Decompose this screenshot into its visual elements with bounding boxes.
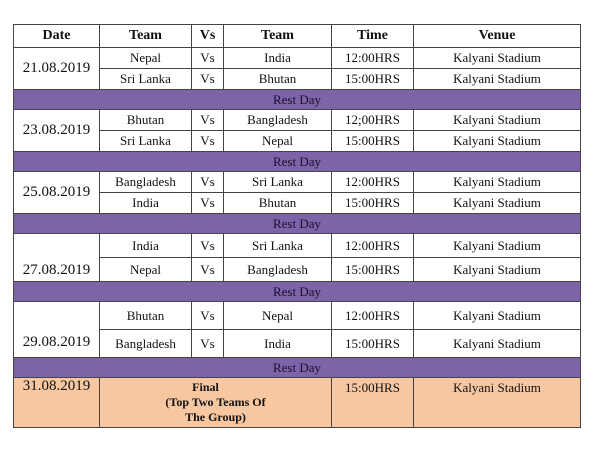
schedule-table [13, 24, 581, 428]
venue-cell: Kalyani Stadium [414, 302, 581, 330]
rest-day-label: Rest Day [14, 152, 581, 172]
team2-cell: Sri Lanka [224, 234, 332, 258]
rest-day-row [14, 152, 581, 172]
venue-cell: Kalyani Stadium [414, 193, 581, 214]
team2-cell: India [224, 330, 332, 358]
match-row [14, 302, 581, 330]
vs-cell: Vs [192, 48, 224, 69]
rest-day-row [14, 214, 581, 234]
team1-cell: India [100, 193, 192, 214]
team2-cell: Nepal [224, 302, 332, 330]
venue-cell: Kalyani Stadium [414, 258, 581, 282]
match-row [14, 193, 581, 214]
match-row [14, 69, 581, 90]
team2-cell: Bhutan [224, 69, 332, 90]
rest-day-label: Rest Day [14, 282, 581, 302]
match-row [14, 131, 581, 152]
team1-cell: Bhutan [100, 302, 192, 330]
team1-cell: Nepal [100, 258, 192, 282]
venue-cell: Kalyani Stadium [414, 131, 581, 152]
venue-cell: Kalyani Stadium [414, 330, 581, 358]
venue-cell: Kalyani Stadium [414, 69, 581, 90]
vs-cell: Vs [192, 131, 224, 152]
rest-day-row [14, 282, 581, 302]
team2-cell: Nepal [224, 131, 332, 152]
match-row [14, 172, 581, 193]
time-cell: 15:00HRS [332, 131, 414, 152]
vs-cell: Vs [192, 258, 224, 282]
time-cell: 12:00HRS [332, 48, 414, 69]
team2-cell: India [224, 48, 332, 69]
time-cell: 15:00HRS [332, 258, 414, 282]
schedule-container [13, 24, 581, 428]
header-team1: Team [100, 25, 192, 48]
time-cell: 12:00HRS [332, 302, 414, 330]
vs-cell: Vs [192, 234, 224, 258]
venue-cell: Kalyani Stadium [414, 172, 581, 193]
final-title: Final [192, 380, 219, 394]
venue-cell: Kalyani Stadium [414, 48, 581, 69]
match-date: 23.08.2019 [14, 110, 100, 152]
venue-cell: Kalyani Stadium [414, 110, 581, 131]
team1-cell: Sri Lanka [100, 69, 192, 90]
rest-day-label: Rest Day [14, 214, 581, 234]
final-date: 31.08.2019 [14, 378, 100, 428]
match-date: 25.08.2019 [14, 172, 100, 214]
team1-cell: Nepal [100, 48, 192, 69]
time-cell: 15:00HRS [332, 193, 414, 214]
vs-cell: Vs [192, 172, 224, 193]
match-row [14, 48, 581, 69]
match-row [14, 110, 581, 131]
team1-cell: Bhutan [100, 110, 192, 131]
match-date: 21.08.2019 [14, 48, 100, 90]
header-team2: Team [224, 25, 332, 48]
final-subtitle-line2: The Group) [185, 410, 246, 424]
time-cell: 15:00HRS [332, 330, 414, 358]
vs-cell: Vs [192, 330, 224, 358]
rest-day-label: Rest Day [14, 358, 581, 378]
header-venue: Venue [414, 25, 581, 48]
rest-day-label: Rest Day [14, 90, 581, 110]
match-row [14, 330, 581, 358]
team1-cell: Bangladesh [100, 330, 192, 358]
time-cell: 12:00HRS [332, 172, 414, 193]
vs-cell: Vs [192, 69, 224, 90]
final-venue: Kalyani Stadium [414, 378, 581, 428]
match-date: 29.08.2019 [14, 302, 100, 358]
vs-cell: Vs [192, 193, 224, 214]
team1-cell: Bangladesh [100, 172, 192, 193]
header-row [14, 25, 581, 48]
team1-cell: Sri Lanka [100, 131, 192, 152]
final-label [100, 378, 332, 428]
vs-cell: Vs [192, 110, 224, 131]
match-row [14, 234, 581, 258]
rest-day-row [14, 90, 581, 110]
header-time: Time [332, 25, 414, 48]
venue-cell: Kalyani Stadium [414, 234, 581, 258]
final-subtitle-line1: (Top Two Teams Of [165, 395, 266, 409]
time-cell: 12:00HRS [332, 234, 414, 258]
vs-cell: Vs [192, 302, 224, 330]
time-cell: 15:00HRS [332, 69, 414, 90]
team2-cell: Bhutan [224, 193, 332, 214]
time-cell: 12;00HRS [332, 110, 414, 131]
match-date: 27.08.2019 [14, 234, 100, 282]
team2-cell: Sri Lanka [224, 172, 332, 193]
team1-cell: India [100, 234, 192, 258]
rest-day-row [14, 358, 581, 378]
match-row [14, 258, 581, 282]
final-time: 15:00HRS [332, 378, 414, 428]
header-date: Date [14, 25, 100, 48]
final-row [14, 378, 581, 428]
header-vs: Vs [192, 25, 224, 48]
team2-cell: Bangladesh [224, 110, 332, 131]
team2-cell: Bangladesh [224, 258, 332, 282]
